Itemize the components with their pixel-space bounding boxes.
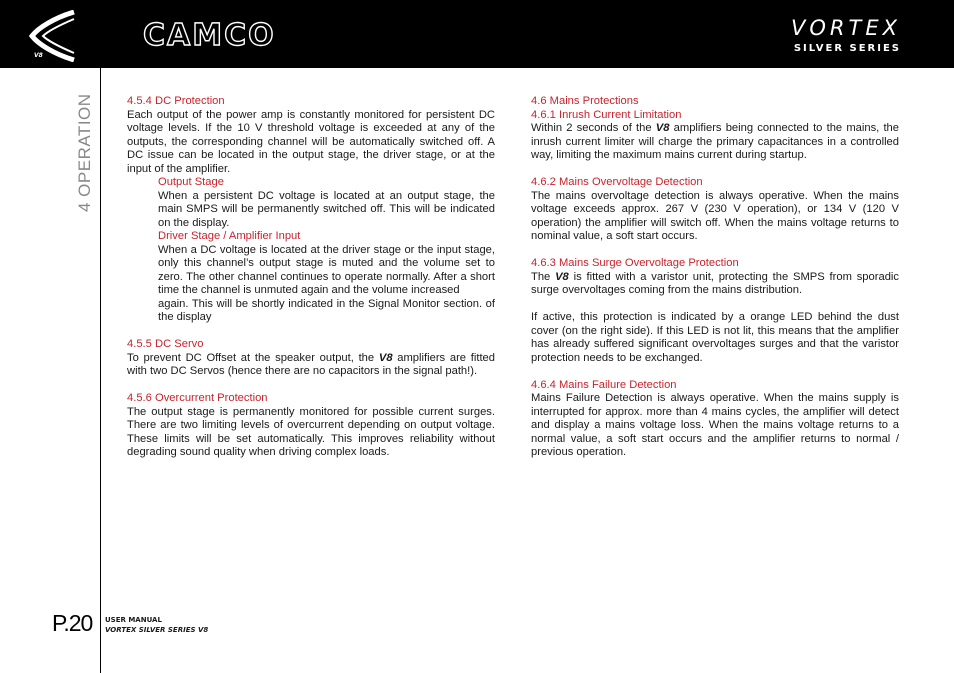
brand-name: CAMCO <box>143 18 276 53</box>
heading-mains-protections: 4.6 Mains Protections <box>531 95 639 107</box>
logo-badge: V8 <box>34 52 43 59</box>
heading-dc-servo: 4.5.5 DC Servo <box>127 338 204 350</box>
right-column <box>531 95 899 460</box>
model-name: V8 <box>655 122 670 134</box>
inrush-text <box>531 122 899 163</box>
product-series: SILVER SERIES <box>793 43 901 54</box>
page-header <box>0 0 954 68</box>
driver-stage-text: When a DC voltage is located at the driver stage or the input stage, only this channel’s output stage is muted and the volume set to zero. The other channel continues to operate normally. After a short time the channel is unmuted again and the volume increased <box>158 243 495 296</box>
surge-text <box>531 271 899 298</box>
dc-servo-text <box>127 352 495 379</box>
output-stage-block <box>127 176 495 325</box>
section-title: 4 OPERATION <box>75 93 94 212</box>
surge-text-start: The <box>531 270 556 283</box>
surge-led-text: If active, this protection is indicated by a orange LED behind the dust cover (on the right side). If this LED is not lit, this means that the amplifier has already suffered significant overvoltages surges and that the varistor protection needs to be exchanged. <box>531 311 899 364</box>
heading-overvoltage: 4.6.2 Mains Overvoltage Detection <box>531 176 703 188</box>
model-name: V8 <box>555 270 569 283</box>
heading-driver-stage: Driver Stage / Amplifier Input <box>158 230 301 242</box>
heading-output-stage: Output Stage <box>158 176 224 188</box>
overvoltage-text: The mains overvoltage detection is always operative. When the mains voltage exceeds approx. 267 V (230 V operation), or 134 V (120 V operation) the amplifier will switch off. When the mains voltage returns to nominal value, a soft start occurs. <box>531 189 899 242</box>
inrush-text-end: amplifiers being connected to the mains, the inrush current limiter will charge the primary capacitances in a controlled way, limiting the maximum mains current during startup. <box>531 122 900 161</box>
mains-failure-text: Mains Failure Detection is always operative. When the mains supply is interrupted for approx. more than 4 mains cycles, the amplifier will detect and display a mains voltage loss. When the mains voltage returns to a normal value, a soft start occurs and the amplifier returns to normal / previous operation. <box>531 392 899 458</box>
footer-product: VORTEX SILVER SERIES V8 <box>105 626 209 634</box>
model-name: V8 <box>378 351 393 364</box>
left-column <box>127 95 495 460</box>
heading-inrush: 4.6.1 Inrush Current Limitation <box>531 108 682 121</box>
overcurrent-text: The output stage is permanently monitored for possible current surges. There are two limiting levels of overcurrent depending on output voltage. These limits will be set automatically. This improves reliability without degrading sound quality when driving complex loads. <box>127 405 495 458</box>
driver-stage-text-2: again. This will be shortly indicated in the Signal Monitor section. of the display <box>158 297 495 323</box>
footer-manual: USER MANUAL <box>105 616 162 624</box>
output-stage-text: When a persistent DC voltage is located at an output stage, the main SMPS will be permanently switched off. This will be indicated on the display. <box>158 189 495 229</box>
inrush-text-start: Within 2 seconds of the <box>531 122 656 134</box>
footer <box>105 615 208 635</box>
product-name: VORTEX <box>791 16 901 40</box>
margin-divider <box>100 68 101 673</box>
heading-overcurrent: 4.5.6 Overcurrent Protection <box>127 392 268 404</box>
surge-text-end: is fitted with a varistor unit, protecting the SMPS from sporadic surge overvoltages coming from the mains distribution. <box>531 270 899 296</box>
heading-surge: 4.6.3 Mains Surge Overvoltage Protection <box>531 257 739 269</box>
page-number: P.20 <box>52 610 93 636</box>
heading-dc-protection: 4.5.4 DC Protection <box>127 95 225 107</box>
dc-servo-text-start: To prevent DC Offset at the speaker output, the <box>127 351 379 364</box>
heading-mains-failure: 4.6.4 Mains Failure Detection <box>531 378 677 391</box>
dc-protection-text: Each output of the power amp is constantly monitored for persistent DC voltage levels. If the 10 V threshold voltage is exceeded at any of the outputs, the corresponding channel will be automatically switched off. A DC issue can be located in the output stage, the driver stage, or at the input of the amplifier. <box>127 108 495 175</box>
dc-servo-text-end: amplifiers are fitted with two DC Servos (hence there are no capacitors in the signal path!). <box>127 351 495 377</box>
